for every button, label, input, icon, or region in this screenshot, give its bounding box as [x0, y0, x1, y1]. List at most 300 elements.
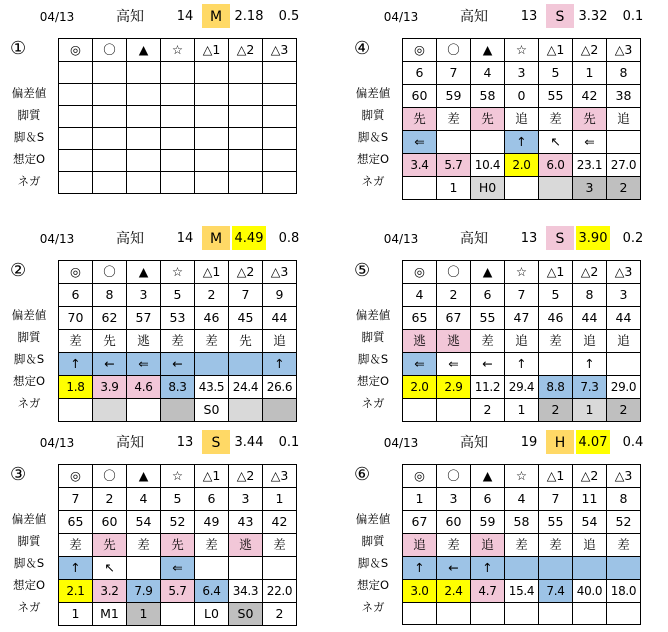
expected-odds-cell: 27.0 [607, 154, 641, 177]
leg-speed-row [403, 131, 641, 154]
expected-odds-cell [93, 150, 127, 172]
race-venue: 高知 [460, 9, 488, 25]
deviation-cell: 67 [403, 511, 437, 534]
row-label-nega: ネガ [361, 174, 385, 188]
leg-speed-cell: ↑ [573, 353, 607, 376]
horse-number-cell: 6 [195, 488, 229, 511]
expected-odds-cell: 8.8 [539, 376, 573, 399]
deviation-cell: 70 [59, 307, 93, 330]
deviation-cell: 55 [471, 307, 505, 330]
horse-number-cell [195, 62, 229, 84]
running-style-cell: 逃 [127, 330, 161, 353]
horse-number-cell: 6 [59, 284, 93, 307]
deviation-cell: 60 [93, 511, 127, 534]
running-style-cell: 先 [93, 534, 127, 557]
horse-number-cell: 5 [161, 488, 195, 511]
expected-odds-cell: 7.3 [573, 376, 607, 399]
race-grade-badge: S [546, 226, 574, 250]
runner-count: 19 [520, 435, 538, 450]
expected-odds-row [59, 376, 297, 399]
race-number: ⑥ [354, 464, 371, 485]
expected-odds-cell: 15.4 [505, 580, 539, 603]
running-style-cell: 差 [127, 534, 161, 557]
running-style-cell: 先 [229, 330, 263, 353]
deviation-cell: 58 [505, 511, 539, 534]
leg-speed-cell [607, 131, 641, 154]
runner-count: 13 [520, 9, 538, 24]
negative-cell [573, 603, 607, 625]
expected-odds-cell: 3.2 [93, 580, 127, 603]
horse-number-cell: 3 [229, 488, 263, 511]
horse-number-cell: 8 [607, 488, 641, 511]
leg-speed-row [59, 353, 297, 376]
race-grade-badge: M [202, 226, 230, 250]
running-style-row [403, 534, 641, 557]
race-number: ② [10, 260, 27, 281]
leg-speed-cell [229, 353, 263, 376]
expected-odds-cell: 5.7 [437, 154, 471, 177]
horse-number-cell: 3 [505, 62, 539, 85]
race-header [344, 226, 664, 250]
running-style-cell [195, 106, 229, 128]
expected-odds-row [59, 150, 297, 172]
mark-cell: ▲ [471, 39, 505, 62]
horse-number-row [59, 284, 297, 307]
deviation-row [59, 84, 297, 106]
deviation-cell [229, 84, 263, 106]
leg-speed-cell [471, 131, 505, 154]
mark-cell: △3 [263, 39, 297, 62]
race-grid [402, 260, 641, 422]
running-style-cell: 追 [471, 534, 505, 557]
running-style-cell [263, 106, 297, 128]
leg-speed-cell [263, 128, 297, 150]
race-header [0, 4, 320, 28]
horse-number-cell: 8 [573, 284, 607, 307]
horse-number-cell: 1 [263, 488, 297, 511]
horse-number-cell: 3 [607, 284, 641, 307]
deviation-cell [195, 84, 229, 106]
expected-odds-cell: 3.0 [403, 580, 437, 603]
mark-cell: △2 [229, 39, 263, 62]
horse-number-cell: 6 [471, 488, 505, 511]
row-label-deviation: 偏差値 [355, 512, 391, 526]
negative-cell: 2 [607, 399, 641, 422]
race-panel-5 [344, 226, 664, 417]
running-style-cell: 差 [59, 330, 93, 353]
race-header [0, 226, 320, 250]
mark-cell: △2 [229, 465, 263, 488]
row-label-style: 脚質 [361, 330, 385, 344]
race-date: 04/13 [383, 232, 419, 246]
race-date: 04/13 [39, 10, 75, 24]
horse-number-cell [263, 62, 297, 84]
deviation-cell: 54 [127, 511, 161, 534]
running-style-cell: 差 [195, 330, 229, 353]
negative-row [59, 603, 297, 626]
leg-speed-cell [263, 557, 297, 580]
horse-number-cell [93, 62, 127, 84]
race-panel-2 [0, 226, 320, 417]
horse-number-cell [59, 62, 93, 84]
horse-number-cell: 11 [573, 488, 607, 511]
horse-number-row [403, 62, 641, 85]
deviation-cell: 62 [93, 307, 127, 330]
expected-odds-cell [263, 150, 297, 172]
race-number: ① [10, 38, 27, 59]
negative-cell [93, 172, 127, 194]
leg-speed-cell: ↑ [471, 557, 505, 580]
negative-cell: 3 [573, 177, 607, 200]
race-number: ⑤ [354, 260, 371, 281]
horse-number-cell: 1 [403, 488, 437, 511]
leg-speed-cell: ⇐ [403, 353, 437, 376]
deviation-row [403, 511, 641, 534]
expected-odds-row [59, 580, 297, 603]
row-label-odds: 想定O [356, 152, 390, 166]
expected-odds-cell: 18.0 [607, 580, 641, 603]
deviation-cell: 65 [403, 307, 437, 330]
deviation-cell: 53 [161, 307, 195, 330]
negative-row [403, 603, 641, 625]
negative-cell [161, 172, 195, 194]
leg-speed-cell [229, 557, 263, 580]
gap-value: 0.5 [278, 9, 300, 24]
row-label-deviation: 偏差値 [11, 512, 47, 526]
mark-row [59, 465, 297, 488]
row-label-deviation: 偏差値 [355, 86, 391, 100]
leg-speed-cell: ⇐ [403, 131, 437, 154]
expected-odds-cell: 3.9 [93, 376, 127, 399]
row-label-ashi: 脚＆S [13, 130, 45, 144]
leg-speed-cell: ← [471, 353, 505, 376]
negative-row [59, 399, 297, 422]
deviation-cell: 60 [437, 511, 471, 534]
negative-cell: 1 [437, 177, 471, 200]
leg-speed-cell: ↑ [403, 557, 437, 580]
deviation-cell [161, 84, 195, 106]
leg-speed-cell [539, 353, 573, 376]
deviation-cell: 59 [471, 511, 505, 534]
runner-count: 14 [176, 231, 194, 246]
negative-cell [403, 399, 437, 422]
race-date: 04/13 [39, 436, 75, 450]
row-label-style: 脚質 [17, 534, 41, 548]
mark-cell: △3 [263, 261, 297, 284]
horse-number-cell: 6 [471, 284, 505, 307]
leg-speed-row [59, 557, 297, 580]
row-label-odds: 想定O [356, 374, 390, 388]
horse-number-cell: 7 [505, 284, 539, 307]
deviation-cell: 46 [539, 307, 573, 330]
negative-cell [539, 177, 573, 200]
running-style-cell: 差 [471, 330, 505, 353]
negative-cell [437, 399, 471, 422]
deviation-row [403, 307, 641, 330]
negative-cell [437, 603, 471, 625]
deviation-cell: 0 [505, 85, 539, 108]
negative-cell [229, 172, 263, 194]
leg-speed-cell: ⇐ [437, 353, 471, 376]
leg-speed-cell: ↑ [59, 557, 93, 580]
deviation-row [59, 511, 297, 534]
deviation-cell: 47 [505, 307, 539, 330]
mark-cell: △2 [573, 39, 607, 62]
horse-number-cell [127, 62, 161, 84]
running-style-cell: 差 [59, 534, 93, 557]
negative-cell [59, 399, 93, 422]
race-date: 04/13 [39, 232, 75, 246]
leg-speed-cell [539, 557, 573, 580]
leg-speed-cell: ← [437, 557, 471, 580]
race-number: ④ [354, 38, 371, 59]
mark-cell: ☆ [505, 261, 539, 284]
deviation-cell: 65 [59, 511, 93, 534]
expected-odds-cell: 24.4 [229, 376, 263, 399]
negative-cell [607, 603, 641, 625]
running-style-cell: 差 [539, 330, 573, 353]
leg-speed-cell: ↖ [93, 557, 127, 580]
race-grid [58, 464, 297, 626]
race-panel-4 [344, 4, 664, 195]
running-style-cell: 先 [93, 330, 127, 353]
running-style-cell: 差 [539, 108, 573, 131]
mark-cell: △1 [195, 39, 229, 62]
mark-cell: △1 [539, 39, 573, 62]
leg-speed-cell [127, 128, 161, 150]
expected-odds-cell: 6.0 [539, 154, 573, 177]
deviation-cell [263, 84, 297, 106]
deviation-cell: 52 [607, 511, 641, 534]
negative-cell: H0 [471, 177, 505, 200]
mark-cell: △1 [195, 261, 229, 284]
horse-number-cell: 2 [437, 284, 471, 307]
mark-cell: ☆ [161, 261, 195, 284]
running-style-cell: 追 [505, 330, 539, 353]
leg-speed-cell: ← [93, 353, 127, 376]
gap-value: 0.8 [278, 231, 300, 246]
row-label-style: 脚質 [17, 330, 41, 344]
runner-count: 13 [176, 435, 194, 450]
deviation-cell: 44 [607, 307, 641, 330]
expected-odds-cell: 23.1 [573, 154, 607, 177]
leg-speed-cell [93, 128, 127, 150]
horse-number-cell [229, 62, 263, 84]
race-number: ③ [10, 464, 27, 485]
negative-row [403, 399, 641, 422]
horse-number-cell: 8 [93, 284, 127, 307]
expected-odds-cell: 2.1 [59, 580, 93, 603]
mark-cell: ▲ [127, 261, 161, 284]
horse-number-cell: 5 [539, 284, 573, 307]
leg-speed-row [59, 128, 297, 150]
leg-speed-cell: ↑ [505, 353, 539, 376]
odds-value: 4.07 [576, 430, 610, 454]
race-venue: 高知 [116, 435, 144, 451]
mark-cell: ◎ [59, 39, 93, 62]
expected-odds-cell: 11.2 [471, 376, 505, 399]
horse-number-cell: 4 [505, 488, 539, 511]
row-label-nega: ネガ [17, 600, 41, 614]
expected-odds-cell [127, 150, 161, 172]
negative-cell: L0 [195, 603, 229, 626]
deviation-cell: 46 [195, 307, 229, 330]
horse-number-row [59, 62, 297, 84]
expected-odds-cell: 29.4 [505, 376, 539, 399]
mark-row [59, 261, 297, 284]
running-style-cell: 追 [403, 534, 437, 557]
row-label-ashi: 脚＆S [13, 352, 45, 366]
running-style-cell: 逃 [403, 330, 437, 353]
row-label-odds: 想定O [12, 152, 46, 166]
mark-row [403, 465, 641, 488]
mark-cell: 〇 [93, 261, 127, 284]
race-header [344, 4, 664, 28]
expected-odds-cell: 1.8 [59, 376, 93, 399]
mark-cell: ◎ [403, 465, 437, 488]
deviation-cell: 44 [573, 307, 607, 330]
row-label-style: 脚質 [361, 108, 385, 122]
negative-cell [505, 603, 539, 625]
mark-cell: ☆ [161, 39, 195, 62]
mark-cell: 〇 [93, 39, 127, 62]
running-style-cell: 追 [573, 534, 607, 557]
negative-cell [263, 172, 297, 194]
negative-row [403, 177, 641, 200]
mark-cell: △3 [607, 465, 641, 488]
odds-value: 2.18 [234, 9, 264, 24]
mark-row [59, 39, 297, 62]
expected-odds-cell: 4.6 [127, 376, 161, 399]
mark-cell: 〇 [437, 39, 471, 62]
leg-speed-cell: ⇐ [127, 353, 161, 376]
leg-speed-cell: ← [161, 353, 195, 376]
deviation-cell: 55 [539, 85, 573, 108]
race-venue: 高知 [116, 9, 144, 25]
row-label-deviation: 偏差値 [355, 308, 391, 322]
deviation-row [403, 85, 641, 108]
race-header [344, 430, 664, 454]
leg-speed-cell: ↑ [263, 353, 297, 376]
row-label-style: 脚質 [361, 534, 385, 548]
negative-cell: 1 [505, 399, 539, 422]
running-style-cell: 追 [573, 330, 607, 353]
row-label-odds: 想定O [12, 578, 46, 592]
negative-cell [471, 603, 505, 625]
negative-cell [403, 177, 437, 200]
leg-speed-cell [573, 557, 607, 580]
running-style-row [59, 534, 297, 557]
deviation-cell: 43 [229, 511, 263, 534]
expected-odds-cell: 2.4 [437, 580, 471, 603]
row-label-nega: ネガ [361, 600, 385, 614]
horse-number-cell: 9 [263, 284, 297, 307]
odds-value: 3.32 [578, 9, 608, 24]
negative-cell [195, 172, 229, 194]
row-label-deviation: 偏差値 [11, 86, 47, 100]
gap-value: 0.1 [622, 9, 644, 24]
running-style-cell: 差 [437, 534, 471, 557]
negative-cell: 2 [539, 399, 573, 422]
negative-cell [161, 603, 195, 626]
negative-cell [161, 399, 195, 422]
negative-cell [505, 177, 539, 200]
running-style-row [403, 330, 641, 353]
race-header [0, 430, 320, 454]
mark-cell: △1 [539, 261, 573, 284]
running-style-cell: 追 [607, 108, 641, 131]
runner-count: 13 [520, 231, 538, 246]
race-grid [402, 38, 641, 200]
running-style-cell [229, 106, 263, 128]
mark-cell: △2 [573, 465, 607, 488]
expected-odds-cell: 5.7 [161, 580, 195, 603]
deviation-cell: 54 [573, 511, 607, 534]
deviation-cell: 58 [471, 85, 505, 108]
expected-odds-row [403, 580, 641, 603]
mark-cell: ☆ [505, 465, 539, 488]
row-label-nega: ネガ [17, 396, 41, 410]
expected-odds-cell [229, 150, 263, 172]
deviation-cell: 57 [127, 307, 161, 330]
mark-cell: 〇 [93, 465, 127, 488]
race-venue: 高知 [460, 231, 488, 247]
row-label-deviation: 偏差値 [11, 308, 47, 322]
running-style-cell: 差 [505, 534, 539, 557]
race-grade-badge: S [202, 430, 230, 454]
running-style-cell [59, 106, 93, 128]
running-style-cell: 差 [195, 534, 229, 557]
expected-odds-cell: 34.3 [229, 580, 263, 603]
deviation-cell [93, 84, 127, 106]
mark-cell: ▲ [471, 465, 505, 488]
running-style-row [403, 108, 641, 131]
running-style-cell: 先 [161, 534, 195, 557]
horse-number-cell: 5 [539, 62, 573, 85]
leg-speed-cell: ↖ [539, 131, 573, 154]
horse-number-cell: 5 [161, 284, 195, 307]
running-style-cell: 差 [161, 330, 195, 353]
negative-cell [539, 603, 573, 625]
deviation-cell [127, 84, 161, 106]
negative-cell: M1 [93, 603, 127, 626]
leg-speed-row [403, 353, 641, 376]
gap-value: 0.1 [278, 435, 300, 450]
leg-speed-cell [229, 128, 263, 150]
row-label-style: 脚質 [17, 108, 41, 122]
leg-speed-cell [607, 353, 641, 376]
race-grid [402, 464, 641, 625]
leg-speed-cell: ⇐ [573, 131, 607, 154]
mark-row [403, 261, 641, 284]
running-style-cell: 追 [505, 108, 539, 131]
mark-cell: ◎ [59, 465, 93, 488]
race-panel-3 [0, 430, 320, 621]
running-style-cell [127, 106, 161, 128]
running-style-cell: 差 [437, 108, 471, 131]
row-label-odds: 想定O [12, 374, 46, 388]
horse-number-cell [161, 62, 195, 84]
runner-count: 14 [176, 9, 194, 24]
negative-cell: 2 [471, 399, 505, 422]
negative-cell [263, 399, 297, 422]
negative-row [59, 172, 297, 194]
horse-number-cell: 3 [127, 284, 161, 307]
deviation-cell: 60 [403, 85, 437, 108]
expected-odds-cell: 2.0 [505, 154, 539, 177]
negative-cell: S0 [195, 399, 229, 422]
row-label-ashi: 脚＆S [357, 556, 389, 570]
